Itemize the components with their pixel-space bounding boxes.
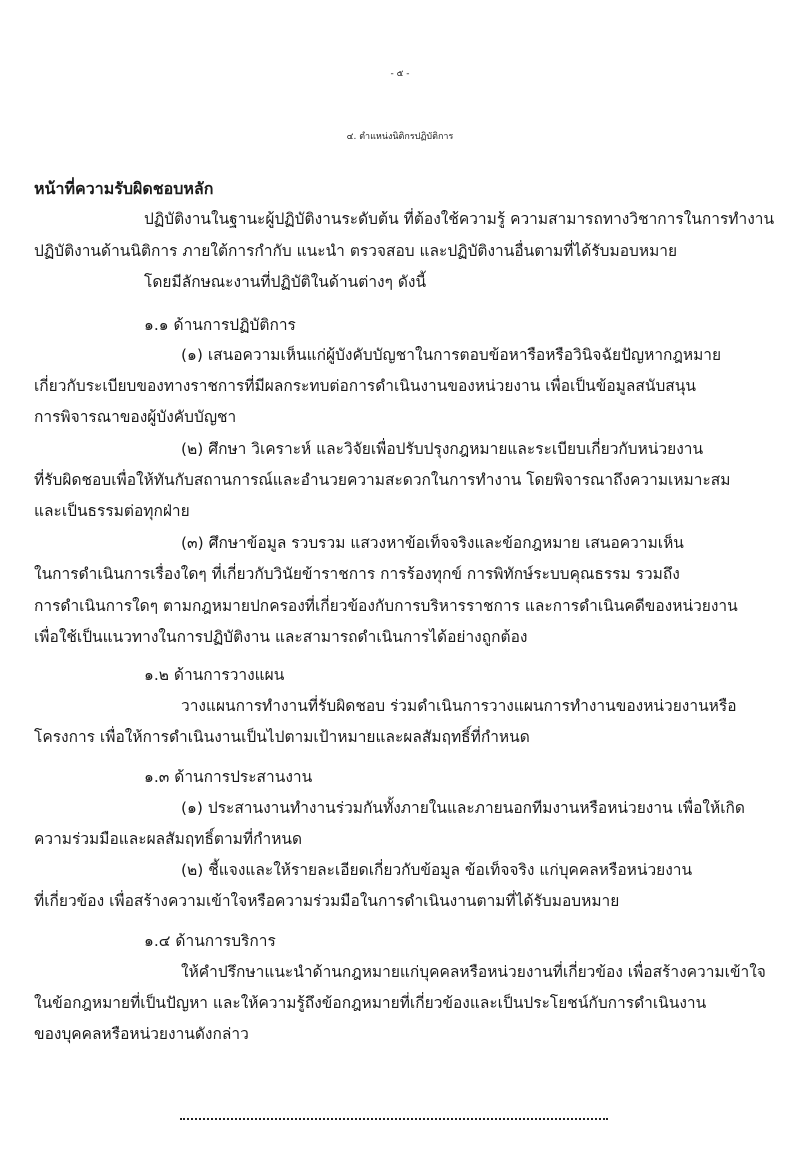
- section-line: (๑) ประสานงานทำงานร่วมกันทั้งภายในและภายนอกทีมงานหรือหน่วยงาน เพื่อให้เกิด: [181, 799, 745, 817]
- section-line: ให้คำปรึกษาแนะนำด้านกฎหมายแก่บุคคลหรือหน่วยงานที่เกี่ยวข้อง เพื่อสร้างความเข้าใจ: [181, 963, 766, 981]
- section-line: การดำเนินการใดๆ ตามกฎหมายปกครองที่เกี่ยวข้องกับการบริหารราชการ และการดำเนินคดีของหน่วยงาน: [34, 597, 738, 615]
- intro-line: ปฏิบัติงานด้านนิติการ ภายใต้การกำกับ แนะนำ ตรวจสอบ และปฏิบัติงานอื่นตามที่ได้รับมอบหมาย: [34, 242, 678, 260]
- section-line: (๑) เสนอความเห็นแก่ผู้บังคับบัญชาในการตอบข้อหารือหรือวินิจฉัยปัญหากฎหมาย: [181, 346, 722, 364]
- section-line: ที่รับผิดชอบเพื่อให้ทันกับสถานการณ์และอำนวยความสะดวกในการทำงาน โดยพิจารณาถึงความเหมาะสม: [34, 471, 731, 489]
- main-duties-heading: หน้าที่ความรับผิดชอบหลัก: [34, 179, 214, 198]
- section-line: เกี่ยวกับระเบียบของทางราชการที่มีผลกระทบต่อการดำเนินงานของหน่วยงาน เพื่อเป็นข้อมูลสนับสนุน: [34, 377, 696, 395]
- section-line: ความร่วมมือและผลสัมฤทธิ์ตามที่กำหนด: [34, 830, 303, 848]
- section-line: โครงการ เพื่อให้การดำเนินงานเป็นไปตามเป้าหมายและผลสัมฤทธิ์ที่กำหนด: [34, 728, 530, 746]
- section-line: วางแผนการทำงานที่รับผิดชอบ ร่วมดำเนินการวางแผนการทำงานของหน่วยงานหรือ: [181, 697, 737, 715]
- section-line: การพิจารณาของผู้บังคับบัญชา: [34, 408, 237, 426]
- section-line: ที่เกี่ยวข้อง เพื่อสร้างความเข้าใจหรือความร่วมมือในการดำเนินงานตามที่ได้รับมอบหมาย: [34, 892, 620, 910]
- section-line: (๒) ชี้แจงและให้รายละเอียดเกี่ยวกับข้อมูล ข้อเท็จจริง แก่บุคคลหรือหน่วยงาน: [181, 861, 693, 879]
- section-line: เพื่อใช้เป็นแนวทางในการปฏิบัติงาน และสามารถดำเนินการได้อย่างถูกต้อง: [34, 628, 528, 646]
- section-heading: ๑.๔ ด้านการบริการ: [144, 932, 276, 950]
- section-line: (๓) ศึกษาข้อมูล รวบรวม แสวงหาข้อเท็จจริงและข้อกฎหมาย เสนอความเห็น: [181, 534, 684, 552]
- page-number: - ๕ -: [390, 69, 410, 79]
- section-heading: ๑.๓ ด้านการประสานงาน: [144, 768, 313, 786]
- section-line: ในข้อกฎหมายที่เป็นปัญหา และให้ความรู้ถึงข้อกฎหมายที่เกี่ยวข้องและเป็นประโยชน์กับการดำเนินงาน: [34, 994, 707, 1012]
- dotted-separator: [180, 1118, 608, 1120]
- section-line: และเป็นธรรมต่อทุกฝ่าย: [34, 502, 190, 520]
- section-line: ของบุคคลหรือหน่วยงานดังกล่าว: [34, 1025, 249, 1043]
- section-heading: ๑.๒ ด้านการวางแผน: [144, 666, 285, 684]
- intro-line: โดยมีลักษณะงานที่ปฏิบัติในด้านต่างๆ ดังนี้: [144, 273, 427, 291]
- section-line: (๒) ศึกษา วิเคราะห์ และวิจัยเพื่อปรับปรุงกฎหมายและระเบียบเกี่ยวกับหน่วยงาน: [181, 440, 704, 458]
- section-line: ในการดำเนินการเรื่องใดๆ ที่เกี่ยวกับวินัยข้าราชการ การร้องทุกข์ การพิทักษ์ระบบคุณธรรม รวมถึง: [34, 565, 680, 583]
- intro-line: ปฏิบัติงานในฐานะผู้ปฏิบัติงานระดับต้น ที่ต้องใช้ความรู้ ความสามารถทางวิชาการในการทำงาน: [144, 210, 775, 228]
- page-title: ๔. ตำแหน่งนิติกรปฏิบัติการ: [346, 132, 454, 142]
- section-heading: ๑.๑ ด้านการปฏิบัติการ: [144, 316, 296, 334]
